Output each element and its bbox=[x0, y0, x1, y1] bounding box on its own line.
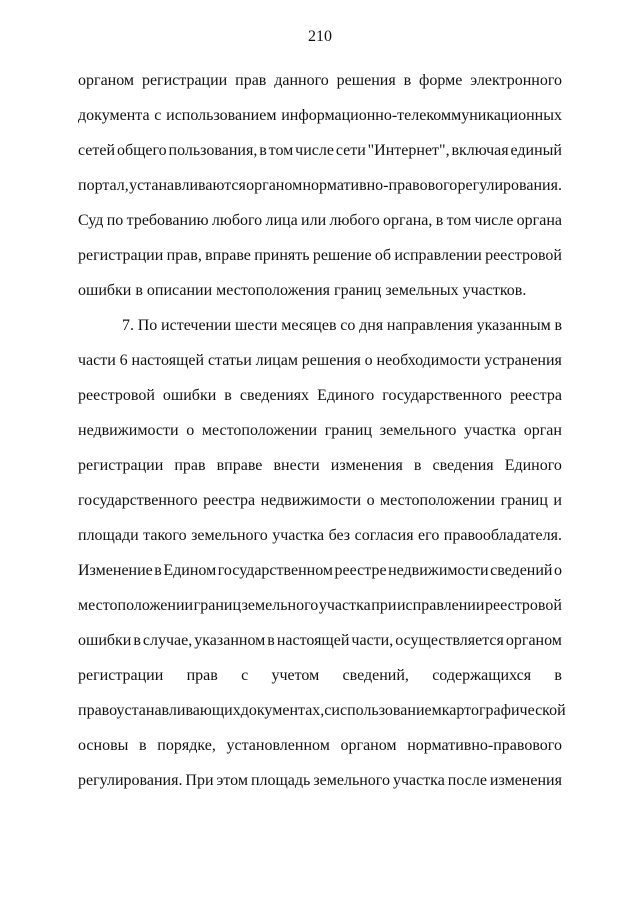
word: участка bbox=[464, 422, 516, 439]
word: прав bbox=[186, 667, 218, 684]
word: документах, bbox=[240, 702, 325, 719]
word: вправе bbox=[216, 457, 263, 474]
word: реестровой bbox=[485, 597, 562, 614]
word: исправлении bbox=[394, 247, 482, 264]
text-line bbox=[78, 246, 562, 281]
word: органа bbox=[516, 212, 562, 229]
word: Едином bbox=[163, 562, 217, 579]
word: с bbox=[324, 702, 332, 719]
word: числе bbox=[474, 212, 514, 229]
word: орган bbox=[523, 422, 562, 439]
word: без bbox=[328, 527, 351, 544]
text-line bbox=[78, 666, 562, 701]
word: в bbox=[259, 142, 267, 159]
word: после bbox=[447, 772, 487, 789]
word: местоположении bbox=[380, 492, 496, 509]
word: в bbox=[413, 457, 422, 474]
word: общего bbox=[116, 142, 167, 159]
word: органа, bbox=[383, 212, 433, 229]
word: решения bbox=[301, 352, 361, 369]
word: недвижимости bbox=[388, 562, 489, 579]
word: шести bbox=[234, 317, 278, 334]
word: реестровой bbox=[485, 247, 562, 264]
word: устранения bbox=[484, 352, 562, 369]
word: участка bbox=[318, 597, 371, 614]
word: информационно-телекоммуникационных bbox=[281, 107, 562, 124]
word: по bbox=[106, 212, 124, 229]
word: регистрации bbox=[78, 667, 164, 684]
word: Суд bbox=[78, 212, 104, 229]
word: направления bbox=[386, 317, 473, 334]
word: любого bbox=[211, 212, 263, 229]
word: лицам bbox=[255, 352, 298, 369]
word: вправе bbox=[205, 247, 251, 264]
word: сведения bbox=[432, 457, 494, 474]
word: Единого bbox=[317, 387, 375, 404]
text-line bbox=[78, 176, 562, 211]
word: 6 bbox=[119, 352, 128, 369]
word: электронного bbox=[470, 72, 562, 89]
word: площадь bbox=[250, 772, 311, 789]
word: прав bbox=[174, 457, 206, 474]
word: с bbox=[241, 667, 249, 684]
text-line bbox=[78, 141, 562, 176]
word: Изменение bbox=[78, 562, 153, 579]
word: правоустанавливающих bbox=[78, 702, 241, 719]
word: с bbox=[154, 107, 162, 124]
word: органом bbox=[505, 632, 562, 649]
word: государственного bbox=[78, 492, 198, 509]
page-number: 210 bbox=[308, 28, 332, 45]
word: земельного bbox=[379, 422, 457, 439]
word: основы bbox=[78, 737, 129, 754]
word: прав bbox=[235, 72, 267, 89]
text-line bbox=[78, 456, 562, 491]
word: в bbox=[435, 212, 444, 229]
word: настоящей bbox=[131, 352, 205, 369]
paragraph-2 bbox=[78, 316, 566, 806]
word: сведениях bbox=[239, 387, 310, 404]
word: регистрации bbox=[141, 72, 228, 89]
word: месяцев bbox=[281, 317, 337, 334]
word: реестра bbox=[203, 492, 256, 509]
word: нормативно-правового bbox=[407, 737, 562, 754]
word: о bbox=[186, 422, 195, 439]
word: в bbox=[554, 667, 562, 684]
text-line bbox=[78, 421, 562, 456]
word: о bbox=[554, 562, 562, 579]
word: При bbox=[185, 772, 214, 789]
word: недвижимости bbox=[78, 422, 179, 439]
text-line bbox=[78, 211, 562, 246]
word: земельного bbox=[313, 772, 390, 789]
word: необходимости bbox=[376, 352, 481, 369]
word: данного bbox=[274, 72, 329, 89]
word: указанном bbox=[194, 632, 266, 649]
word: лица bbox=[265, 212, 298, 229]
word: границ bbox=[324, 422, 373, 439]
word: сведений, bbox=[342, 667, 409, 684]
word: требованию bbox=[126, 212, 209, 229]
word: части, bbox=[351, 632, 394, 649]
word: сетей bbox=[78, 142, 116, 159]
text-line bbox=[78, 596, 562, 631]
word: недвижимости bbox=[260, 492, 362, 509]
word: числе bbox=[295, 142, 334, 159]
word: решение bbox=[312, 247, 372, 264]
word: принять bbox=[254, 247, 310, 264]
word: исправлении bbox=[396, 597, 485, 614]
word: регулирования. bbox=[457, 177, 562, 194]
word: регистрации bbox=[78, 457, 164, 474]
word: в bbox=[154, 562, 162, 579]
word: такого bbox=[143, 527, 187, 544]
word: в bbox=[403, 72, 412, 89]
word: этом bbox=[216, 772, 248, 789]
word: том bbox=[446, 212, 472, 229]
word: земельного bbox=[191, 527, 268, 544]
word: устанавливаются bbox=[129, 177, 246, 194]
word: включая bbox=[451, 142, 509, 159]
word: реестра bbox=[509, 387, 562, 404]
word: реестре bbox=[334, 562, 387, 579]
word: его bbox=[418, 527, 440, 544]
text-line bbox=[78, 351, 562, 386]
word: в bbox=[133, 632, 141, 649]
text-line bbox=[78, 701, 566, 736]
word: 7. bbox=[122, 317, 134, 334]
word: том bbox=[268, 142, 294, 159]
word: любого bbox=[329, 212, 380, 229]
word: участка bbox=[272, 527, 325, 544]
word: По bbox=[137, 317, 158, 334]
word: в bbox=[224, 387, 232, 404]
paragraph-1 bbox=[78, 71, 562, 316]
word: случае, bbox=[142, 632, 193, 649]
word: пользования, bbox=[168, 142, 258, 159]
word: ошибки bbox=[162, 387, 217, 404]
text-line bbox=[78, 106, 562, 141]
word: земельного bbox=[241, 597, 319, 614]
word: "Интернет", bbox=[367, 142, 450, 159]
word: решения bbox=[336, 72, 396, 89]
word: при bbox=[371, 597, 397, 614]
word: местоположении bbox=[78, 597, 194, 614]
word: единый bbox=[510, 142, 562, 159]
word: участка bbox=[392, 772, 445, 789]
word: статьи bbox=[207, 352, 252, 369]
text-line bbox=[78, 561, 562, 596]
word: в bbox=[554, 317, 562, 334]
word: картографической bbox=[441, 702, 566, 719]
word: регистрации bbox=[78, 247, 164, 264]
word: реестровой bbox=[78, 387, 155, 404]
word: в bbox=[139, 737, 147, 754]
word: осуществляется bbox=[395, 632, 504, 649]
text-line bbox=[78, 736, 562, 771]
word: органом bbox=[340, 737, 397, 754]
text-line bbox=[78, 491, 562, 526]
word: внести bbox=[273, 457, 320, 474]
text-line bbox=[78, 386, 562, 421]
word: изменения bbox=[330, 457, 403, 474]
word: установленном bbox=[226, 737, 330, 754]
line-text: ошибки в описании местоположения границ земельных участков. bbox=[78, 282, 527, 299]
word: и bbox=[553, 492, 562, 509]
word: со bbox=[340, 317, 356, 334]
word: указанным bbox=[476, 317, 551, 334]
text-line bbox=[78, 526, 562, 561]
word: сети bbox=[335, 142, 366, 159]
word: прав, bbox=[166, 247, 202, 264]
word: местоположении bbox=[201, 422, 317, 439]
word: истечении bbox=[161, 317, 232, 334]
word: об bbox=[374, 247, 392, 264]
word: содержащихся bbox=[432, 667, 532, 684]
word: использованием bbox=[331, 702, 442, 719]
text-line bbox=[78, 631, 562, 666]
word: правообладателя. bbox=[443, 527, 562, 544]
word: настоящей bbox=[276, 632, 350, 649]
word: органом bbox=[78, 72, 135, 89]
word: в bbox=[267, 632, 275, 649]
word: нормативно-правового bbox=[302, 177, 458, 194]
word: сведений bbox=[490, 562, 553, 579]
word: изменения bbox=[489, 772, 562, 789]
word: границ bbox=[193, 597, 242, 614]
word: порядке, bbox=[157, 737, 216, 754]
word: регулирования. bbox=[78, 772, 183, 789]
word: Единого bbox=[504, 457, 562, 474]
word: части bbox=[78, 352, 116, 369]
word: государственном bbox=[217, 562, 334, 579]
word: о bbox=[366, 492, 375, 509]
word: использованием bbox=[166, 107, 277, 124]
text-line bbox=[78, 281, 562, 316]
text-line bbox=[78, 771, 562, 806]
word: о bbox=[364, 352, 373, 369]
word: границ bbox=[500, 492, 548, 509]
text-line bbox=[78, 71, 562, 106]
word: государственного bbox=[382, 387, 502, 404]
word: согласия bbox=[354, 527, 414, 544]
word: учетом bbox=[271, 667, 320, 684]
word: ошибки bbox=[78, 632, 132, 649]
word: или bbox=[301, 212, 327, 229]
word: дня bbox=[359, 317, 384, 334]
word: портал, bbox=[78, 177, 129, 194]
word: органом bbox=[246, 177, 303, 194]
word: форме bbox=[419, 72, 463, 89]
word: документа bbox=[78, 107, 150, 124]
word: площади bbox=[78, 527, 139, 544]
text-line bbox=[78, 316, 562, 351]
